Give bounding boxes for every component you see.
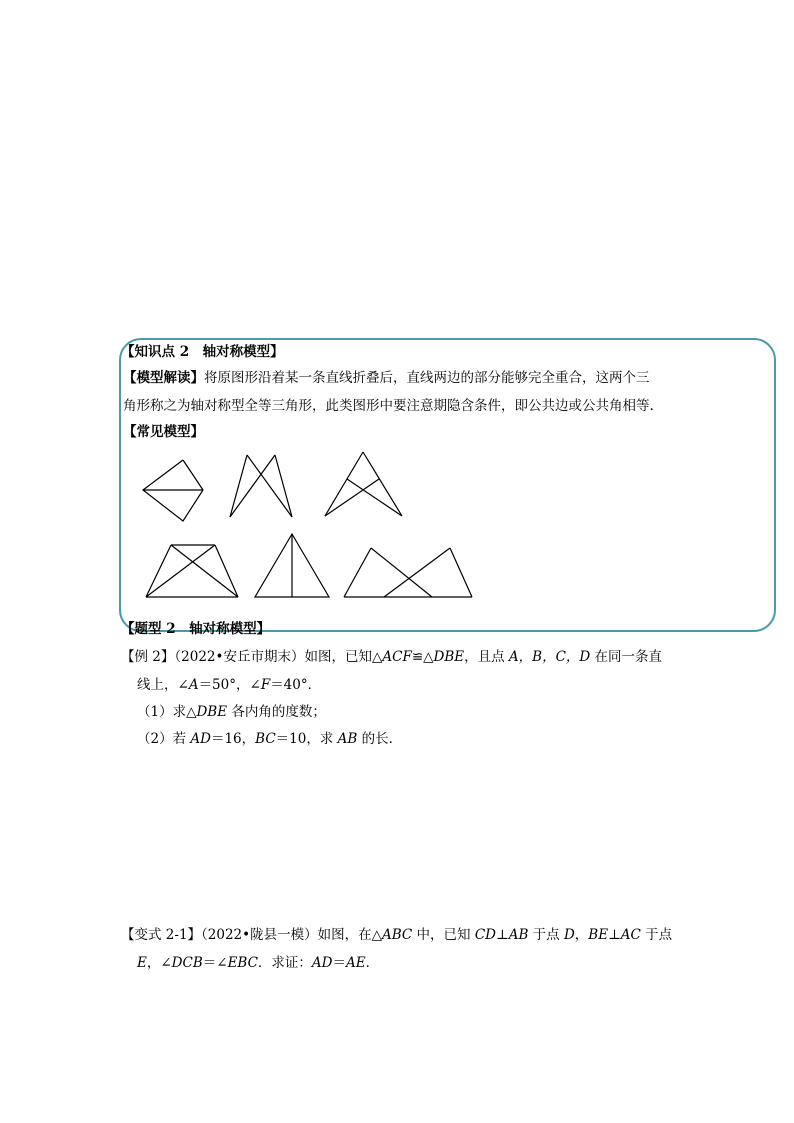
knowledge-point-heading: 【知识点 2 轴对称模型】 <box>121 344 284 360</box>
figure-triangle-cross <box>146 545 238 597</box>
variant21-line1: 【变式 2-1】（2022•陇县一模）如图，在△ABC 中，已知 CD⊥AB 于点 D，BE⊥AC 于点 <box>121 927 673 943</box>
example2-line2: 线上，∠A＝50°，∠F＝40°． <box>137 677 322 693</box>
variant21-line2: E，∠DCB＝∠EBC．求证：AD＝AE． <box>137 955 380 971</box>
example2-question1: （1）求△DBE 各内角的度数； <box>137 704 326 720</box>
figure-isosceles-altitude <box>255 534 329 597</box>
figure-crossed-cevians <box>325 452 402 516</box>
question-type-heading: 【题型 2 轴对称模型】 <box>121 621 271 637</box>
example2-question2: （2）若 AD＝16，BC＝10，求 AB 的长． <box>137 731 403 747</box>
figure-overlapping-triangles <box>344 548 472 597</box>
model-reading-line1: 【模型解读】将原图形沿着某一条直线折叠后，直线两边的部分能够完全重合，这两个三 <box>123 370 650 386</box>
example2-line1: 【例 2】（2022•安丘市期末）如图，已知△ACF≌△DBE，且点 A，B，C，D 在同一条直 <box>121 649 663 665</box>
common-models-label: 【常见模型】 <box>123 424 204 440</box>
model-reading-line2: 角形称之为轴对称型全等三角形，此类图形中要注意期隐含条件，即公共边或公共角相等. <box>123 398 654 414</box>
figure-kite <box>143 460 203 521</box>
figure-m-shape <box>230 455 292 517</box>
